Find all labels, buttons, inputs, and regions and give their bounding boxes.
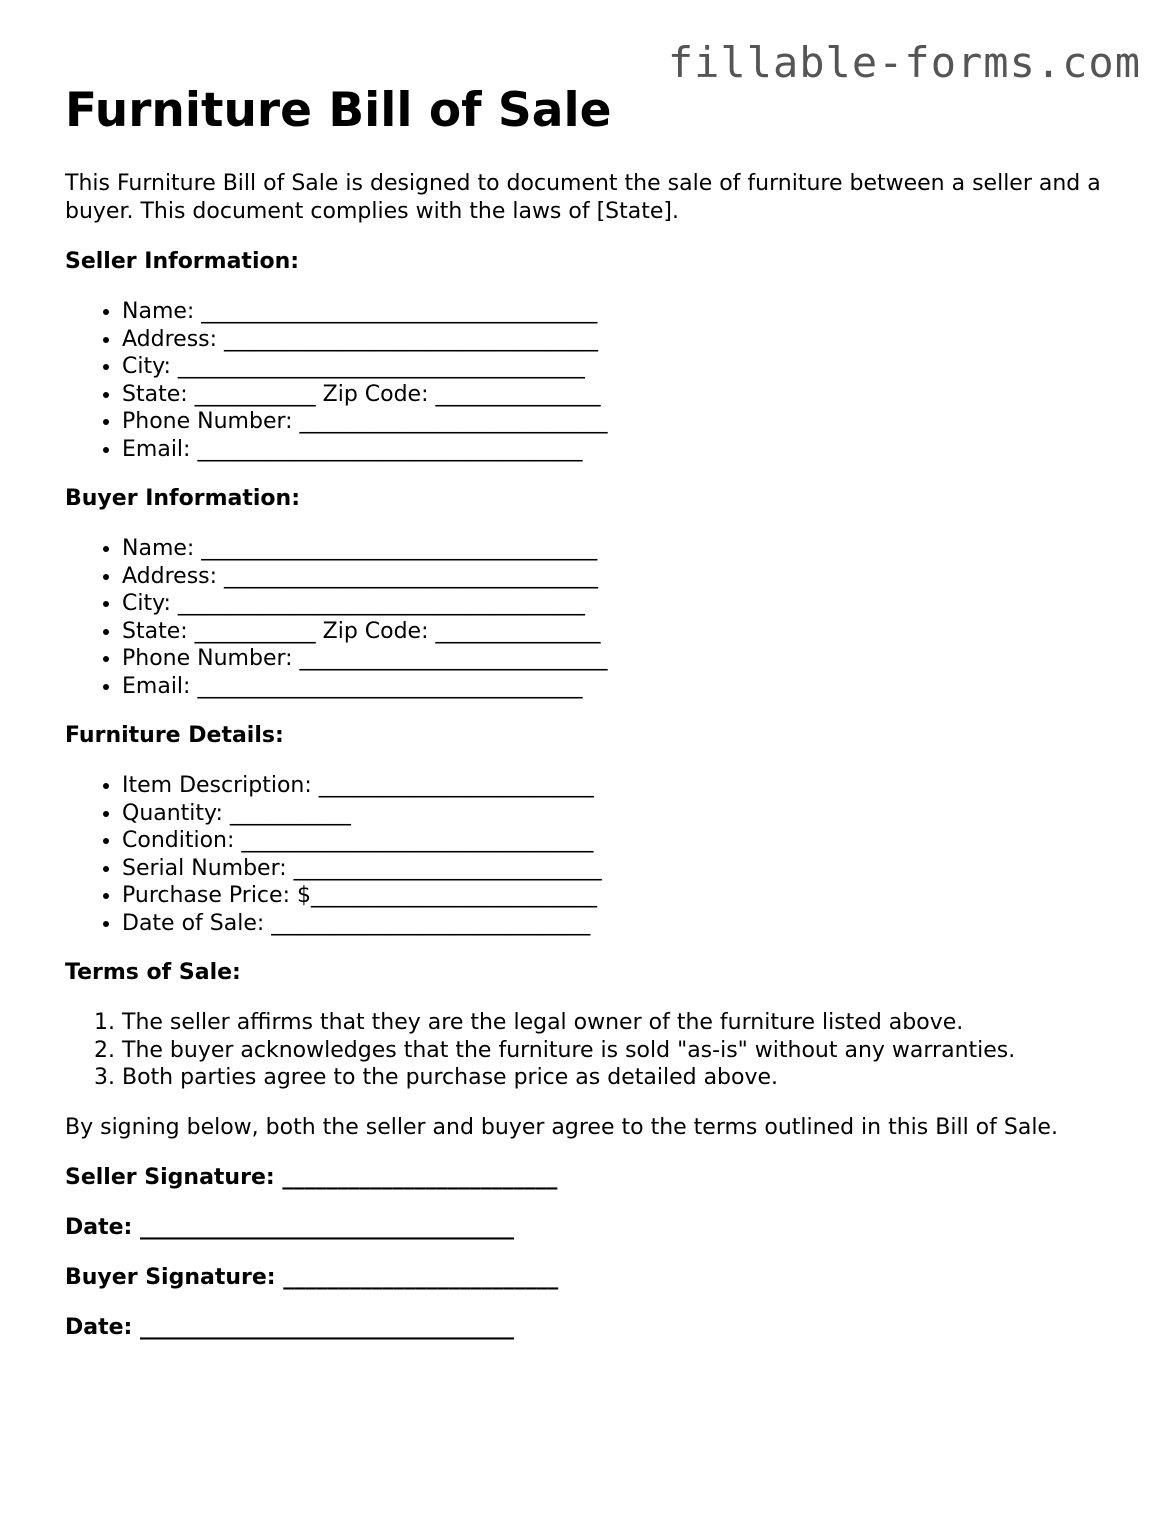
quantity-field[interactable]: • Quantity: ___________ [122, 800, 1125, 828]
term-item: 3. Both parties agree to the purchase price as detailed above. [122, 1064, 1125, 1092]
seller-name-field[interactable]: • Name: ____________________________________ [122, 298, 1125, 326]
buyer-address-field[interactable]: • Address: __________________________________ [122, 563, 1125, 591]
buyer-field-list [65, 535, 1125, 700]
term-item: 2. The buyer acknowledges that the furniture is sold "as-is" without any warranties. [122, 1037, 1125, 1065]
term-item: 1. The seller affirms that they are the legal owner of the furniture listed above. [122, 1009, 1125, 1037]
buyer-section-heading: Buyer Information: [65, 486, 300, 511]
serial-number-field[interactable]: • Serial Number: ____________________________ [122, 855, 1125, 883]
seller-email-field[interactable]: • Email: ___________________________________ [122, 436, 1125, 464]
seller-state-zip-field[interactable]: • State: ___________ Zip Code: _______________ [122, 381, 1125, 409]
purchase-price-field[interactable]: • Purchase Price: $__________________________ [122, 882, 1125, 910]
document-body [65, 84, 1125, 1342]
watermark: fillable-forms.com [667, 38, 1141, 87]
furniture-field-list [65, 772, 1125, 937]
buyer-name-field[interactable]: • Name: ____________________________________ [122, 535, 1125, 563]
seller-field-list [65, 298, 1125, 463]
seller-phone-field[interactable]: • Phone Number: ____________________________ [122, 408, 1125, 436]
page-title: Furniture Bill of Sale [65, 83, 612, 138]
terms-list [65, 1009, 1125, 1092]
buyer-date-field[interactable]: Date: __________________________________ [65, 1314, 515, 1340]
furniture-section-heading: Furniture Details: [65, 723, 284, 748]
condition-field[interactable]: • Condition: ________________________________ [122, 827, 1125, 855]
closing-statement: By signing below, both the seller and buyer agree to the terms outlined in this Bill of Sale. [65, 1114, 1058, 1140]
seller-date-field[interactable]: Date: __________________________________ [65, 1214, 515, 1240]
buyer-signature-field[interactable]: Buyer Signature: _________________________ [65, 1264, 559, 1290]
intro-paragraph: This Furniture Bill of Sale is designed to document the sale of furniture between a seller and a buyer. This document complies with the laws of [State]. [65, 171, 1101, 224]
seller-signature-field[interactable]: Seller Signature: _________________________ [65, 1164, 558, 1190]
terms-section-heading: Terms of Sale: [65, 960, 241, 985]
buyer-state-zip-field[interactable]: • State: ___________ Zip Code: _______________ [122, 618, 1125, 646]
buyer-city-field[interactable]: • City: _____________________________________ [122, 590, 1125, 618]
seller-city-field[interactable]: • City: _____________________________________ [122, 353, 1125, 381]
seller-address-field[interactable]: • Address: __________________________________ [122, 326, 1125, 354]
date-of-sale-field[interactable]: • Date of Sale: _____________________________ [122, 910, 1125, 938]
seller-section-heading: Seller Information: [65, 249, 300, 274]
item-description-field[interactable]: • Item Description: _________________________ [122, 772, 1125, 800]
buyer-email-field[interactable]: • Email: ___________________________________ [122, 673, 1125, 701]
buyer-phone-field[interactable]: • Phone Number: ____________________________ [122, 645, 1125, 673]
